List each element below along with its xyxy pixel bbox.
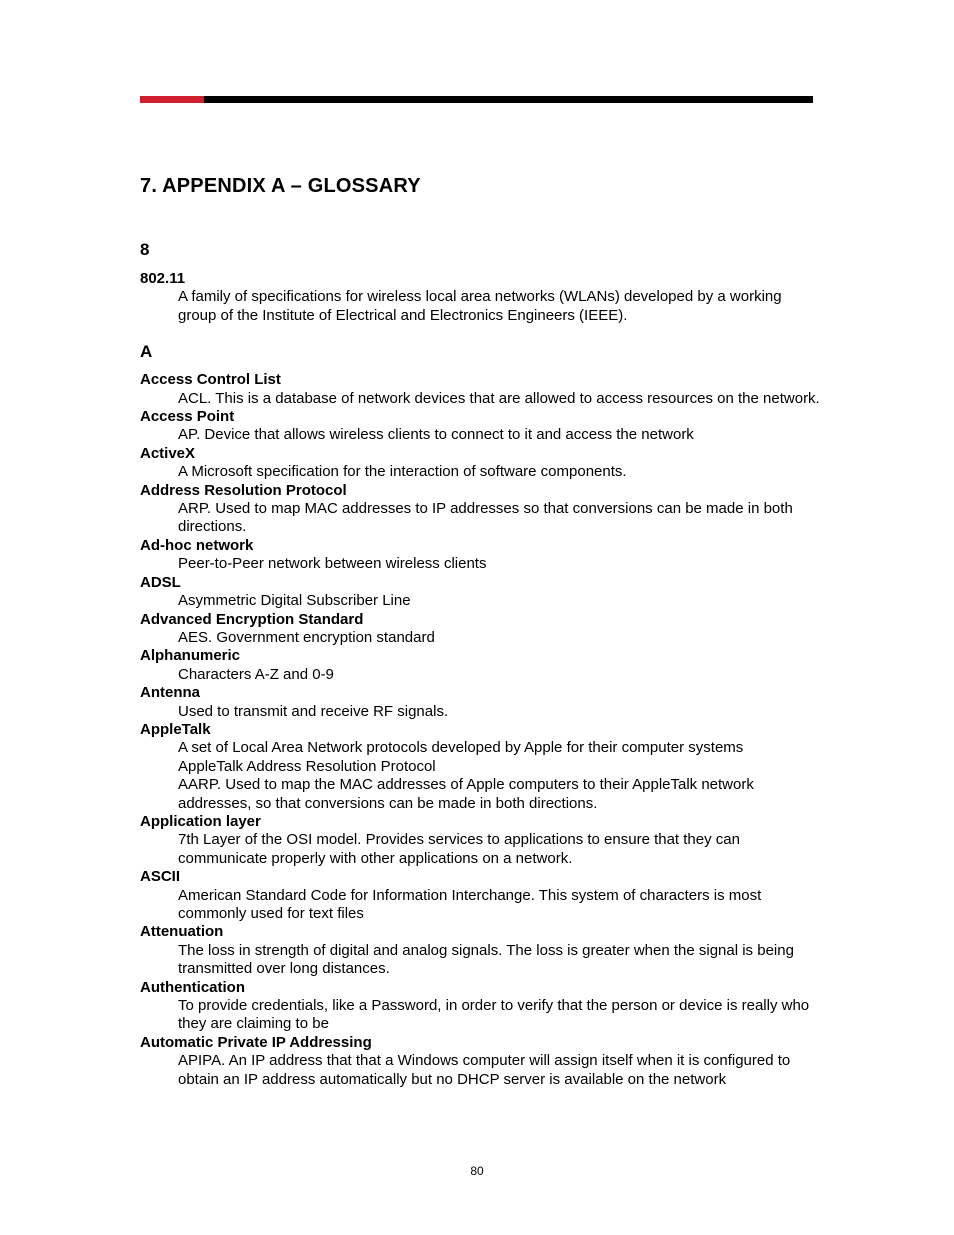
glossary-entry (140, 408, 820, 445)
glossary-entry (140, 647, 820, 684)
glossary-definition: Characters A-Z and 0-9 (178, 665, 334, 683)
glossary-entry (140, 482, 820, 537)
glossary-definition: AP. Device that allows wireless clients to connect to it and access the network (178, 426, 694, 444)
header-rule (140, 96, 813, 103)
glossary-entry (140, 574, 820, 611)
glossary-definition: ACL. This is a database of network devices that are allowed to access resources on the network. (178, 389, 820, 407)
glossary-term: Alphanumeric (140, 647, 241, 665)
glossary-entry (140, 721, 820, 813)
glossary-definition: APIPA. An IP address that that a Windows computer will assign itself when it is configured to obtain an IP address automatically but no DHCP server is available on the network (178, 1052, 791, 1088)
glossary-entry (140, 1034, 820, 1089)
glossary-term: Advanced Encryption Standard (140, 610, 364, 628)
page-number: 80 (470, 1164, 484, 1178)
glossary-entry (140, 445, 820, 482)
chapter-title: 7. APPENDIX A – GLOSSARY (140, 175, 421, 197)
glossary-entry (140, 923, 820, 978)
glossary-term: Application layer (140, 812, 261, 830)
glossary-entry (140, 371, 820, 408)
glossary-section-8 (140, 240, 820, 325)
glossary-subterm: AppleTalk Address Resolution Protocol (178, 757, 436, 775)
glossary-definition: 7th Layer of the OSI model. Provides services to applications to ensure that they can communicate properly with other applications on a network. (178, 831, 740, 867)
glossary-term: AppleTalk (140, 720, 211, 738)
glossary-entry (140, 868, 820, 923)
glossary-entry (140, 611, 820, 648)
glossary-definition: Asymmetric Digital Subscriber Line (178, 592, 411, 610)
glossary-term: 802.11 (140, 270, 186, 287)
glossary-definition: ARP. Used to map MAC addresses to IP addresses so that conversions can be made in both directions. (178, 500, 793, 536)
glossary-entry (140, 979, 820, 1034)
glossary (140, 240, 820, 1089)
glossary-definition: A set of Local Area Network protocols developed by Apple for their computer systems (178, 739, 744, 757)
section-letter: 8 (140, 240, 150, 259)
section-letter: A (140, 342, 153, 362)
glossary-section-a (140, 342, 820, 1089)
glossary-definition: AARP. Used to map the MAC addresses of Apple computers to their AppleTalk network addresses, so that conversions can be made in both directions. (178, 776, 754, 812)
glossary-definition: A Microsoft specification for the interaction of software components. (178, 463, 627, 481)
glossary-entry (140, 684, 820, 721)
glossary-definition: Peer-to-Peer network between wireless clients (178, 555, 487, 573)
glossary-term: Attenuation (140, 923, 224, 941)
glossary-term: Access Point (140, 408, 235, 426)
glossary-term: ADSL (140, 573, 181, 591)
glossary-definition: Used to transmit and receive RF signals. (178, 702, 449, 720)
header-rule-accent (140, 96, 204, 103)
glossary-definition: To provide credentials, like a Password, in order to verify that the person or device is really who they are claiming to be (178, 997, 810, 1033)
glossary-definition: American Standard Code for Information Interchange. This system of characters is most commonly used for text files (178, 886, 762, 922)
glossary-definition: The loss in strength of digital and analog signals. The loss is greater when the signal is being transmitted over long distances. (178, 941, 794, 978)
glossary-definition: AES. Government encryption standard (178, 628, 435, 646)
glossary-entry (140, 813, 820, 868)
glossary-term: ActiveX (140, 444, 196, 462)
glossary-definition: A family of specifications for wireless local area networks (WLANs) developed by a working group of the Institute of Electrical and Electronics Engineers (IEEE). (178, 288, 782, 324)
glossary-entry (140, 270, 820, 325)
glossary-term: ASCII (140, 868, 181, 886)
glossary-term: Ad-hoc network (140, 536, 254, 554)
glossary-term: Address Resolution Protocol (140, 481, 347, 499)
glossary-entry (140, 537, 820, 574)
glossary-term: Access Control List (140, 371, 281, 389)
glossary-term: Automatic Private IP Addressing (140, 1033, 372, 1051)
glossary-term: Authentication (140, 978, 245, 996)
glossary-term: Antenna (140, 684, 200, 702)
